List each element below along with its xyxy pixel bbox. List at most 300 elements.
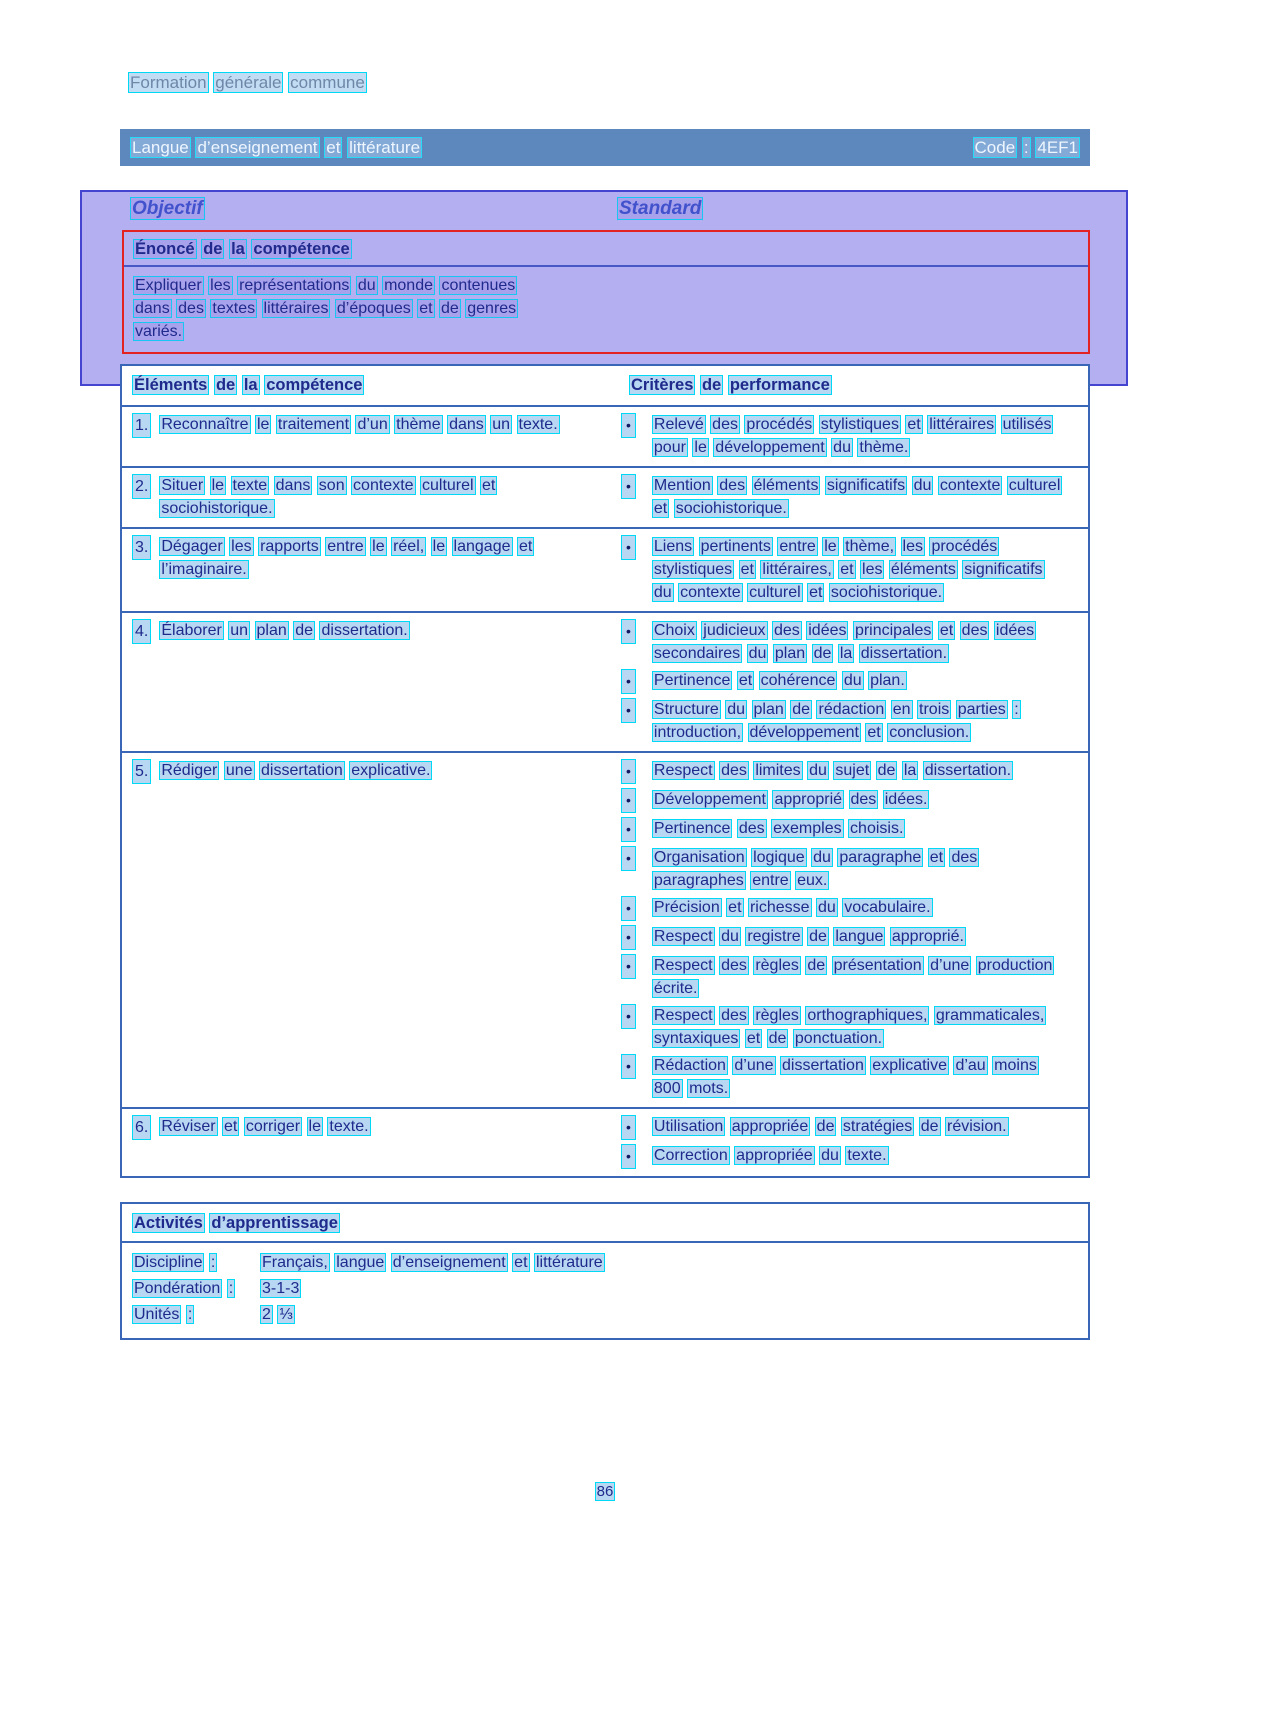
ocr-word-highlight: rapports: [260, 538, 319, 555]
ocr-word-highlight: traitement: [277, 416, 350, 433]
activites-row-discipline: [132, 1251, 1078, 1274]
ocr-word-highlight: et: [809, 584, 823, 601]
ocr-word-highlight: Mention: [653, 477, 711, 494]
ocr-word-highlight: moins: [994, 1057, 1037, 1074]
bullet-icon: •: [621, 925, 636, 950]
ocr-word-highlight: sujet: [835, 762, 870, 779]
ocr-word-highlight: Choix: [653, 622, 695, 639]
ocr-word-highlight: d’une: [930, 957, 970, 974]
ocr-word-highlight: langue: [336, 1254, 385, 1271]
column-headers-row: [82, 192, 1126, 228]
ocr-word-highlight: plan: [256, 622, 287, 639]
ocr-word-highlight: orthographiques,: [807, 1007, 928, 1024]
ocr-word-highlight: du: [357, 277, 376, 294]
unites-label: [132, 1303, 260, 1326]
ocr-word-highlight: de: [203, 240, 223, 258]
ocr-word-highlight: appropriée: [731, 1118, 809, 1135]
element-text: [159, 413, 567, 438]
ocr-word-highlight: Standard: [619, 198, 702, 219]
ocr-word-highlight: trois: [919, 701, 950, 718]
ocr-word-highlight: des: [721, 762, 747, 779]
ocr-word-highlight: sociohistorique.: [161, 500, 273, 517]
ocr-word-highlight: des: [850, 791, 877, 808]
ocr-word-highlight: choisis.: [850, 820, 904, 837]
ocr-word-highlight: littéraires: [263, 300, 329, 317]
element-cell: [122, 407, 619, 466]
ocr-word-highlight: éléments: [890, 561, 956, 578]
bullet-icon: •: [621, 1115, 636, 1140]
competence-table: [120, 364, 1090, 1178]
element-text: [159, 474, 567, 520]
bullet-icon: •: [621, 535, 636, 560]
ocr-word-highlight: de: [295, 622, 314, 639]
bullet-icon: •: [621, 1144, 636, 1169]
bullet-icon: •: [621, 759, 636, 784]
standard-header: [617, 197, 703, 220]
ocr-word-highlight: une: [225, 762, 253, 779]
ocr-word-highlight: Développement: [653, 791, 766, 808]
ocr-word-highlight: le: [211, 477, 225, 494]
ocr-word-highlight: Liens: [653, 538, 693, 555]
element-text: [159, 1115, 567, 1140]
unites-value: [260, 1303, 295, 1326]
ocr-word-highlight: et: [740, 561, 754, 578]
ocr-word-highlight: la: [903, 762, 917, 779]
bullet-icon: •: [621, 1054, 636, 1079]
ocr-word-highlight: stratégies: [842, 1118, 913, 1135]
bullet-icon: •: [621, 669, 636, 694]
ocr-word-highlight: de: [877, 762, 896, 779]
ocr-word-highlight: de: [920, 1118, 939, 1135]
ocr-word-highlight: d’époques: [336, 300, 411, 317]
ocr-word-highlight: et: [514, 1254, 528, 1271]
ocr-word-highlight: des: [178, 300, 204, 317]
ocr-word-highlight: procédés: [931, 538, 998, 555]
element-cell: [122, 529, 619, 611]
discipline-value: [260, 1251, 605, 1274]
critere-text: [652, 669, 1064, 694]
section-label: [128, 70, 1275, 96]
table-row-4: [122, 613, 1088, 753]
ocr-word-highlight: la: [243, 376, 258, 394]
ocr-word-highlight: texte.: [847, 1147, 887, 1164]
ponderation-value: [260, 1277, 301, 1300]
ocr-word-highlight: Élaborer: [161, 622, 222, 639]
ocr-word-highlight: corriger: [245, 1118, 301, 1135]
ocr-word-highlight: Critères: [631, 376, 694, 394]
ocr-word-highlight: le: [432, 538, 446, 555]
ocr-word-highlight: genres: [467, 300, 517, 317]
ocr-word-highlight: et: [939, 622, 954, 639]
ocr-word-highlight: :: [1023, 138, 1029, 157]
critere-text: [652, 759, 1064, 784]
ocr-word-highlight: de: [441, 300, 459, 317]
page-number-container: [120, 1480, 1090, 1503]
ocr-word-highlight: Correction: [653, 1147, 728, 1164]
ocr-word-highlight: et: [728, 899, 742, 916]
ocr-word-highlight: grammaticales,: [935, 1007, 1045, 1024]
ocr-word-highlight: thème.: [859, 439, 909, 456]
ocr-word-highlight: paragraphes: [653, 872, 744, 889]
ocr-word-highlight: compétence: [266, 376, 363, 394]
ocr-word-highlight: des: [773, 622, 800, 639]
ocr-word-highlight: eux.: [797, 872, 828, 889]
ocr-word-highlight: et: [653, 500, 668, 517]
ocr-word-highlight: et: [907, 416, 921, 433]
ocr-word-highlight: les: [231, 538, 252, 555]
critere-text: [652, 619, 1064, 665]
ocr-word-highlight: du: [913, 477, 932, 494]
left-column-header: [132, 375, 364, 395]
ocr-word-highlight: des: [721, 957, 747, 974]
ocr-word-highlight: et: [518, 538, 533, 555]
ocr-word-highlight: entre: [327, 538, 364, 555]
ocr-word-highlight: littéraires: [929, 416, 995, 433]
critere-text: [652, 535, 1064, 604]
ocr-word-highlight: thème,: [845, 538, 895, 555]
ocr-word-highlight: du: [821, 1147, 839, 1164]
ocr-word-highlight: d’un: [357, 416, 388, 433]
ocr-word-highlight: culturel: [421, 477, 474, 494]
ocr-word-highlight: monde: [384, 277, 433, 294]
ocr-word-highlight: 800: [653, 1080, 681, 1097]
critere-text: [652, 925, 1064, 950]
criteres-cell: [619, 1109, 1088, 1176]
ocr-word-highlight: logique: [753, 849, 805, 866]
ocr-word-highlight: de: [809, 928, 827, 945]
ocr-word-highlight: idées: [995, 622, 1035, 639]
ocr-word-highlight: représentations: [239, 277, 350, 294]
ocr-word-highlight: Éléments: [134, 376, 208, 394]
ocr-word-highlight: du: [813, 849, 831, 866]
ocr-word-highlight: pour: [653, 439, 686, 456]
item-number: 1.: [132, 413, 151, 438]
element-cell: [122, 468, 619, 527]
critere-text: [652, 896, 1064, 921]
ocr-word-highlight: contexte: [680, 584, 741, 601]
ocr-word-highlight: Activités: [134, 1214, 203, 1232]
ocr-word-highlight: Discipline: [134, 1254, 203, 1271]
ocr-word-highlight: dissertation.: [321, 622, 408, 639]
ocr-word-highlight: des: [738, 820, 765, 837]
ocr-word-highlight: entre: [779, 538, 816, 555]
ocr-word-highlight: langage: [453, 538, 511, 555]
ocr-word-highlight: des: [719, 477, 746, 494]
ocr-word-highlight: texte.: [329, 1118, 369, 1135]
ocr-word-highlight: contexte: [939, 477, 1001, 494]
ocr-word-highlight: littéraires,: [762, 561, 832, 578]
ocr-word-highlight: d’apprentissage: [211, 1214, 338, 1232]
ocr-word-highlight: le: [308, 1118, 321, 1135]
ocr-word-highlight: compétence: [253, 240, 350, 258]
ocr-word-highlight: idées.: [884, 791, 928, 808]
ocr-word-highlight: Énoncé: [135, 240, 195, 258]
ocr-word-highlight: Respect: [653, 957, 713, 974]
ocr-word-highlight: procédés: [746, 416, 813, 433]
ocr-word-highlight: Reconnaître: [161, 416, 249, 433]
ocr-word-highlight: développement: [749, 724, 859, 741]
ocr-word-highlight: explicative: [872, 1057, 947, 1074]
ocr-word-highlight: Pondération: [134, 1280, 221, 1297]
ocr-word-highlight: significatifs: [964, 561, 1043, 578]
ocr-word-highlight: littérature: [349, 138, 421, 157]
ocr-word-highlight: judicieux: [703, 622, 766, 639]
ocr-word-highlight: ponctuation.: [794, 1030, 883, 1047]
ocr-word-highlight: Respect: [653, 762, 713, 779]
ocr-word-highlight: Code: [974, 138, 1016, 157]
ocr-word-highlight: Réviser: [161, 1118, 216, 1135]
ocr-word-highlight: Dégager: [161, 538, 223, 555]
ocr-word-highlight: dissertation: [782, 1057, 864, 1074]
ocr-word-highlight: de: [816, 1118, 835, 1135]
ocr-word-highlight: registre: [747, 928, 801, 945]
page-number: [595, 1482, 616, 1501]
ocr-word-highlight: limites: [755, 762, 801, 779]
ocr-word-highlight: contexte: [353, 477, 414, 494]
ocr-word-highlight: du: [748, 645, 767, 662]
competence-table-header: [122, 366, 1088, 407]
ocr-word-highlight: du: [653, 584, 672, 601]
ocr-word-highlight: et: [840, 561, 854, 578]
item-number: 3.: [132, 535, 151, 560]
bullet-icon: •: [621, 474, 636, 499]
item-number: 2.: [132, 474, 151, 499]
ocr-word-highlight: 86: [596, 1483, 614, 1500]
ocr-word-highlight: dissertation.: [924, 762, 1012, 779]
objectif-standard-region: [80, 190, 1128, 386]
ocr-word-highlight: du: [809, 762, 827, 779]
right-column-header: [629, 375, 832, 395]
ocr-word-highlight: les: [862, 561, 883, 578]
ocr-word-highlight: un: [230, 622, 249, 639]
bullet-icon: •: [621, 954, 636, 979]
ocr-word-highlight: conclusion.: [889, 724, 970, 741]
ocr-word-highlight: culturel: [1008, 477, 1061, 494]
ocr-word-highlight: pertinents: [700, 538, 771, 555]
ocr-word-highlight: Français,: [262, 1254, 328, 1271]
ocr-word-highlight: principales: [854, 622, 932, 639]
ocr-word-highlight: plan: [753, 701, 784, 718]
ocr-word-highlight: texte.: [518, 416, 558, 433]
ocr-word-highlight: les: [210, 277, 231, 294]
bullet-icon: •: [621, 619, 636, 644]
ocr-word-highlight: mots.: [689, 1080, 729, 1097]
ocr-word-highlight: Organisation: [653, 849, 745, 866]
criteres-cell: [619, 468, 1088, 527]
ocr-word-highlight: du: [818, 899, 836, 916]
bullet-icon: •: [621, 1004, 636, 1029]
ocr-word-highlight: culturel: [749, 584, 801, 601]
ocr-word-highlight: et: [929, 849, 944, 866]
ocr-word-highlight: des: [951, 849, 978, 866]
ocr-word-highlight: Formation: [130, 73, 207, 92]
ocr-word-highlight: entre: [752, 872, 789, 889]
criteres-cell: [619, 753, 1088, 1107]
element-cell: [122, 1109, 619, 1176]
ocr-word-highlight: Rédaction: [653, 1057, 726, 1074]
ocr-word-highlight: et: [224, 1118, 238, 1135]
ocr-word-highlight: et: [482, 477, 496, 494]
activites-title: [122, 1204, 1088, 1243]
ocr-word-highlight: Structure: [653, 701, 719, 718]
ocr-word-highlight: Langue: [132, 138, 189, 157]
ocr-word-highlight: Expliquer: [135, 277, 202, 294]
item-number: 4.: [132, 619, 151, 644]
ocr-word-highlight: Objectif: [132, 198, 203, 219]
criteres-cell: [619, 613, 1088, 751]
item-number: 5.: [132, 759, 151, 784]
element-text: [159, 759, 567, 784]
ocr-word-highlight: son: [318, 477, 345, 494]
ocr-word-highlight: Unités: [134, 1306, 180, 1323]
ocr-word-highlight: développement: [715, 439, 825, 456]
ocr-word-highlight: dans: [449, 416, 484, 433]
ocr-word-highlight: langue: [835, 928, 884, 945]
ocr-word-highlight: sociohistorique.: [830, 584, 943, 601]
ocr-word-highlight: :: [187, 1306, 193, 1323]
ocr-word-highlight: écrite.: [653, 980, 698, 997]
ocr-word-highlight: idées: [808, 622, 847, 639]
ocr-word-highlight: rédaction: [818, 701, 885, 718]
ocr-word-highlight: vocabulaire.: [844, 899, 931, 916]
ocr-word-highlight: :: [210, 1254, 216, 1271]
discipline-label: [132, 1251, 260, 1274]
ocr-word-highlight: le: [256, 416, 270, 433]
ocr-word-highlight: le: [372, 538, 385, 555]
document-page: [0, 70, 1275, 1721]
ocr-word-highlight: un: [492, 416, 511, 433]
bullet-icon: •: [621, 788, 636, 813]
ocr-word-highlight: approprié: [774, 791, 843, 808]
critere-text: [652, 1004, 1064, 1050]
ocr-word-highlight: dans: [135, 300, 170, 317]
ocr-word-highlight: :: [228, 1280, 234, 1297]
ocr-word-highlight: des: [712, 416, 738, 433]
ocr-word-highlight: dissertation: [260, 762, 343, 779]
activites-body: [122, 1243, 1088, 1338]
bullet-icon: •: [621, 817, 636, 842]
ocr-word-highlight: présentation: [833, 957, 922, 974]
criteres-cell: [619, 529, 1088, 611]
ocr-word-highlight: textes: [212, 300, 256, 317]
ocr-word-highlight: stylistiques: [820, 416, 899, 433]
ocr-word-highlight: d’au: [955, 1057, 986, 1074]
ocr-word-highlight: thème: [396, 416, 441, 433]
ocr-word-highlight: approprié.: [891, 928, 964, 945]
ocr-word-highlight: cohérence: [760, 672, 836, 689]
ocr-word-highlight: d’enseignement: [197, 138, 318, 157]
ocr-word-highlight: sociohistorique.: [675, 500, 787, 517]
ocr-word-highlight: Relevé: [653, 416, 704, 433]
criteres-cell: [619, 407, 1088, 466]
bullet-icon: •: [621, 413, 636, 438]
ocr-word-highlight: des: [961, 622, 988, 639]
ocr-word-highlight: et: [746, 1030, 761, 1047]
ocr-word-highlight: de: [215, 376, 236, 394]
ocr-word-highlight: secondaires: [653, 645, 741, 662]
ocr-word-highlight: ⅓: [279, 1306, 293, 1323]
ocr-word-highlight: et: [326, 138, 341, 157]
ocr-word-highlight: Respect: [653, 928, 713, 945]
ocr-word-highlight: texte: [232, 477, 268, 494]
ocr-word-highlight: le: [694, 439, 707, 456]
ocr-word-highlight: paragraphe: [839, 849, 922, 866]
element-text: [159, 535, 567, 581]
ocr-word-highlight: richesse: [749, 899, 810, 916]
activites-row-ponderation: [132, 1277, 1078, 1300]
critere-text: [652, 1115, 1064, 1140]
ocr-word-highlight: Précision: [653, 899, 720, 916]
critere-text: [652, 788, 1064, 813]
activites-box: [120, 1202, 1090, 1340]
critere-text: [652, 817, 1064, 842]
ocr-word-highlight: 2: [262, 1306, 271, 1323]
ocr-word-highlight: de: [792, 701, 811, 718]
ocr-word-highlight: Rédiger: [161, 762, 218, 779]
ocr-word-highlight: la: [839, 645, 853, 662]
bullet-icon: •: [621, 846, 636, 871]
table-row-1: [122, 407, 1088, 468]
ocr-word-highlight: exemples: [773, 820, 842, 837]
critere-text: [652, 954, 1064, 1000]
course-title: [130, 136, 422, 159]
critere-text: [652, 1144, 1064, 1169]
critere-text: [652, 846, 1064, 892]
ocr-word-highlight: générale: [215, 73, 282, 92]
ocr-word-highlight: de: [768, 1030, 787, 1047]
ocr-word-highlight: plan: [774, 645, 806, 662]
critere-text: [652, 698, 1064, 744]
ocr-word-highlight: Situer: [161, 477, 204, 494]
critere-text: [652, 413, 1064, 459]
ocr-word-highlight: Respect: [653, 1007, 713, 1024]
ocr-word-highlight: appropriée: [736, 1147, 813, 1164]
ocr-word-highlight: parties: [957, 701, 1006, 718]
ocr-word-highlight: littérature: [535, 1254, 603, 1271]
ocr-word-highlight: l’imaginaire.: [161, 561, 247, 578]
ocr-word-highlight: 4EF1: [1037, 138, 1078, 157]
ocr-word-highlight: et: [419, 300, 433, 317]
title-bar: [120, 129, 1090, 166]
bullet-icon: •: [621, 896, 636, 921]
ocr-word-highlight: du: [843, 672, 862, 689]
ocr-word-highlight: explicative.: [351, 762, 431, 779]
ocr-word-highlight: Pertinence: [653, 672, 731, 689]
ocr-word-highlight: la: [231, 240, 245, 258]
ocr-word-highlight: le: [824, 538, 837, 555]
ocr-word-highlight: du: [727, 701, 746, 718]
activites-row-unites: [132, 1303, 1078, 1326]
ocr-word-highlight: réel,: [393, 538, 425, 555]
table-row-2: [122, 468, 1088, 529]
ocr-word-highlight: les: [902, 538, 923, 555]
ocr-word-highlight: règles: [755, 1007, 799, 1024]
course-code: [973, 136, 1080, 159]
ocr-word-highlight: commune: [290, 73, 365, 92]
table-row-5: [122, 753, 1088, 1109]
ocr-word-highlight: introduction,: [653, 724, 742, 741]
ocr-word-highlight: plan.: [870, 672, 905, 689]
ocr-word-highlight: dissertation.: [860, 645, 948, 662]
bullet-icon: •: [621, 698, 636, 723]
ocr-word-highlight: production: [977, 957, 1053, 974]
ocr-word-highlight: de: [807, 957, 826, 974]
item-number: 6.: [132, 1115, 151, 1140]
element-cell: [122, 613, 619, 751]
ocr-word-highlight: des: [721, 1007, 747, 1024]
ocr-word-highlight: d’enseignement: [392, 1254, 506, 1271]
ocr-word-highlight: du: [721, 928, 739, 945]
